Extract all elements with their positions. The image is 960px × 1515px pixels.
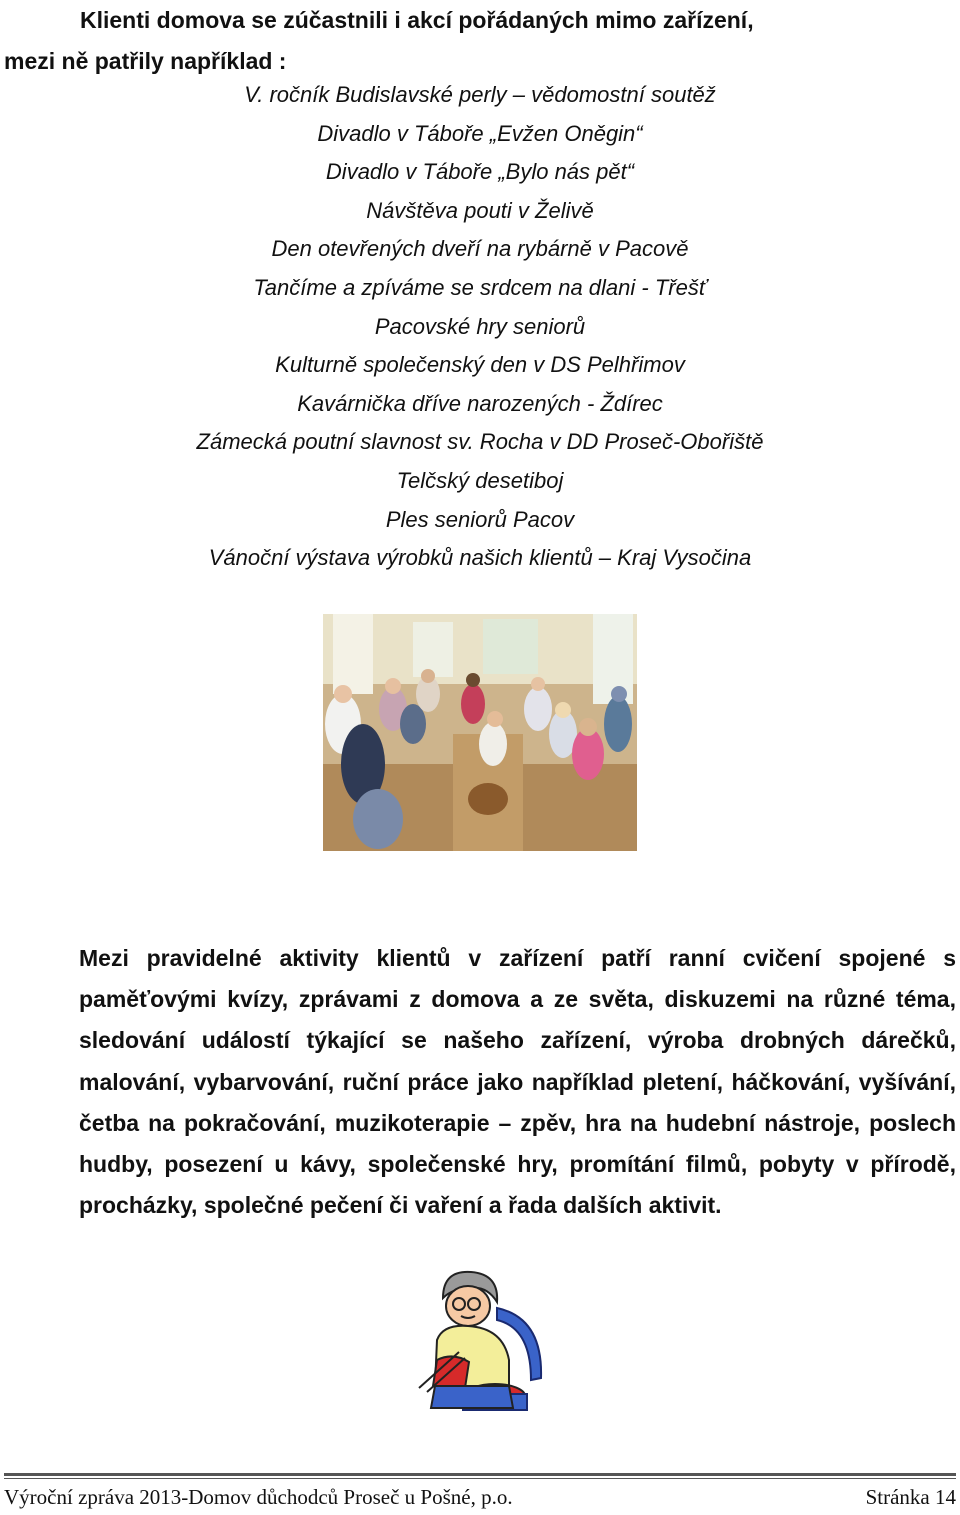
intro-line-1: Klienti domova se zúčastnili i akcí pořádaných mimo zařízení, [80,7,754,33]
knitting-grandma-clipart [413,1268,547,1414]
activity-photo [323,614,637,851]
intro-paragraph [4,0,956,82]
intro-line-2: mezi ně patřily například : [4,48,287,74]
event-item: Telčský desetiboj [396,467,564,493]
page-number: Stránka 14 [865,1485,956,1509]
events-list [0,76,960,578]
event-item: Návštěva pouti v Želivě [366,197,594,223]
event-item: Pacovské hry seniorů [374,313,586,339]
event-item: V. ročník Budislavské perly – vědomostní soutěž [244,82,716,107]
footer-divider [4,1478,956,1479]
event-item: Divadlo v Táboře „Bylo nás pět“ [325,159,635,185]
page-footer [4,1485,956,1513]
event-item: Ples seniorů Pacov [385,506,575,532]
event-item: Divadlo v Táboře „Evžen Oněgin“ [317,120,643,146]
footer-title: Výroční zpráva 2013-Domov důchodců Proseč u Pošné, p.o. [4,1485,513,1509]
activities-paragraph [4,938,956,1226]
footer-divider [4,1473,956,1476]
event-item: Vánoční výstava výrobků našich klientů – Kraj Vysočina [208,545,752,571]
event-item: Zámecká poutní slavnost sv. Rocha v DD Proseč-Obořiště [196,429,764,455]
activities-text: Mezi pravidelné aktivity klientů v zařízení patří ranní cvičení spojené s paměťovými kvízy, zprávami z domova a ze světa, diskuzemi na různé téma, sledování událostí týkající se našeho zařízení, výroba drobných dárečků, malování, vybarvování, ruční práce jako například pletení, háčkování, vyšívání, četba na pokračování, muzikoterapie – zpěv, hra na hudební nástroje, poslech hudby, posezení u kávy, společenské hry, promítání filmů, pobyty v přírodě, procházky, společné pečení či vaření a řada dalších aktivit. [79,945,956,1219]
event-item: Kavárnička dříve narozených - Ždírec [297,390,663,416]
event-item: Tančíme a zpíváme se srdcem na dlani - Třešť [253,274,707,300]
event-item: Den otevřených dveří na rybárně v Pacově [271,236,689,262]
event-item: Kulturně společenský den v DS Pelhřimov [275,352,685,378]
